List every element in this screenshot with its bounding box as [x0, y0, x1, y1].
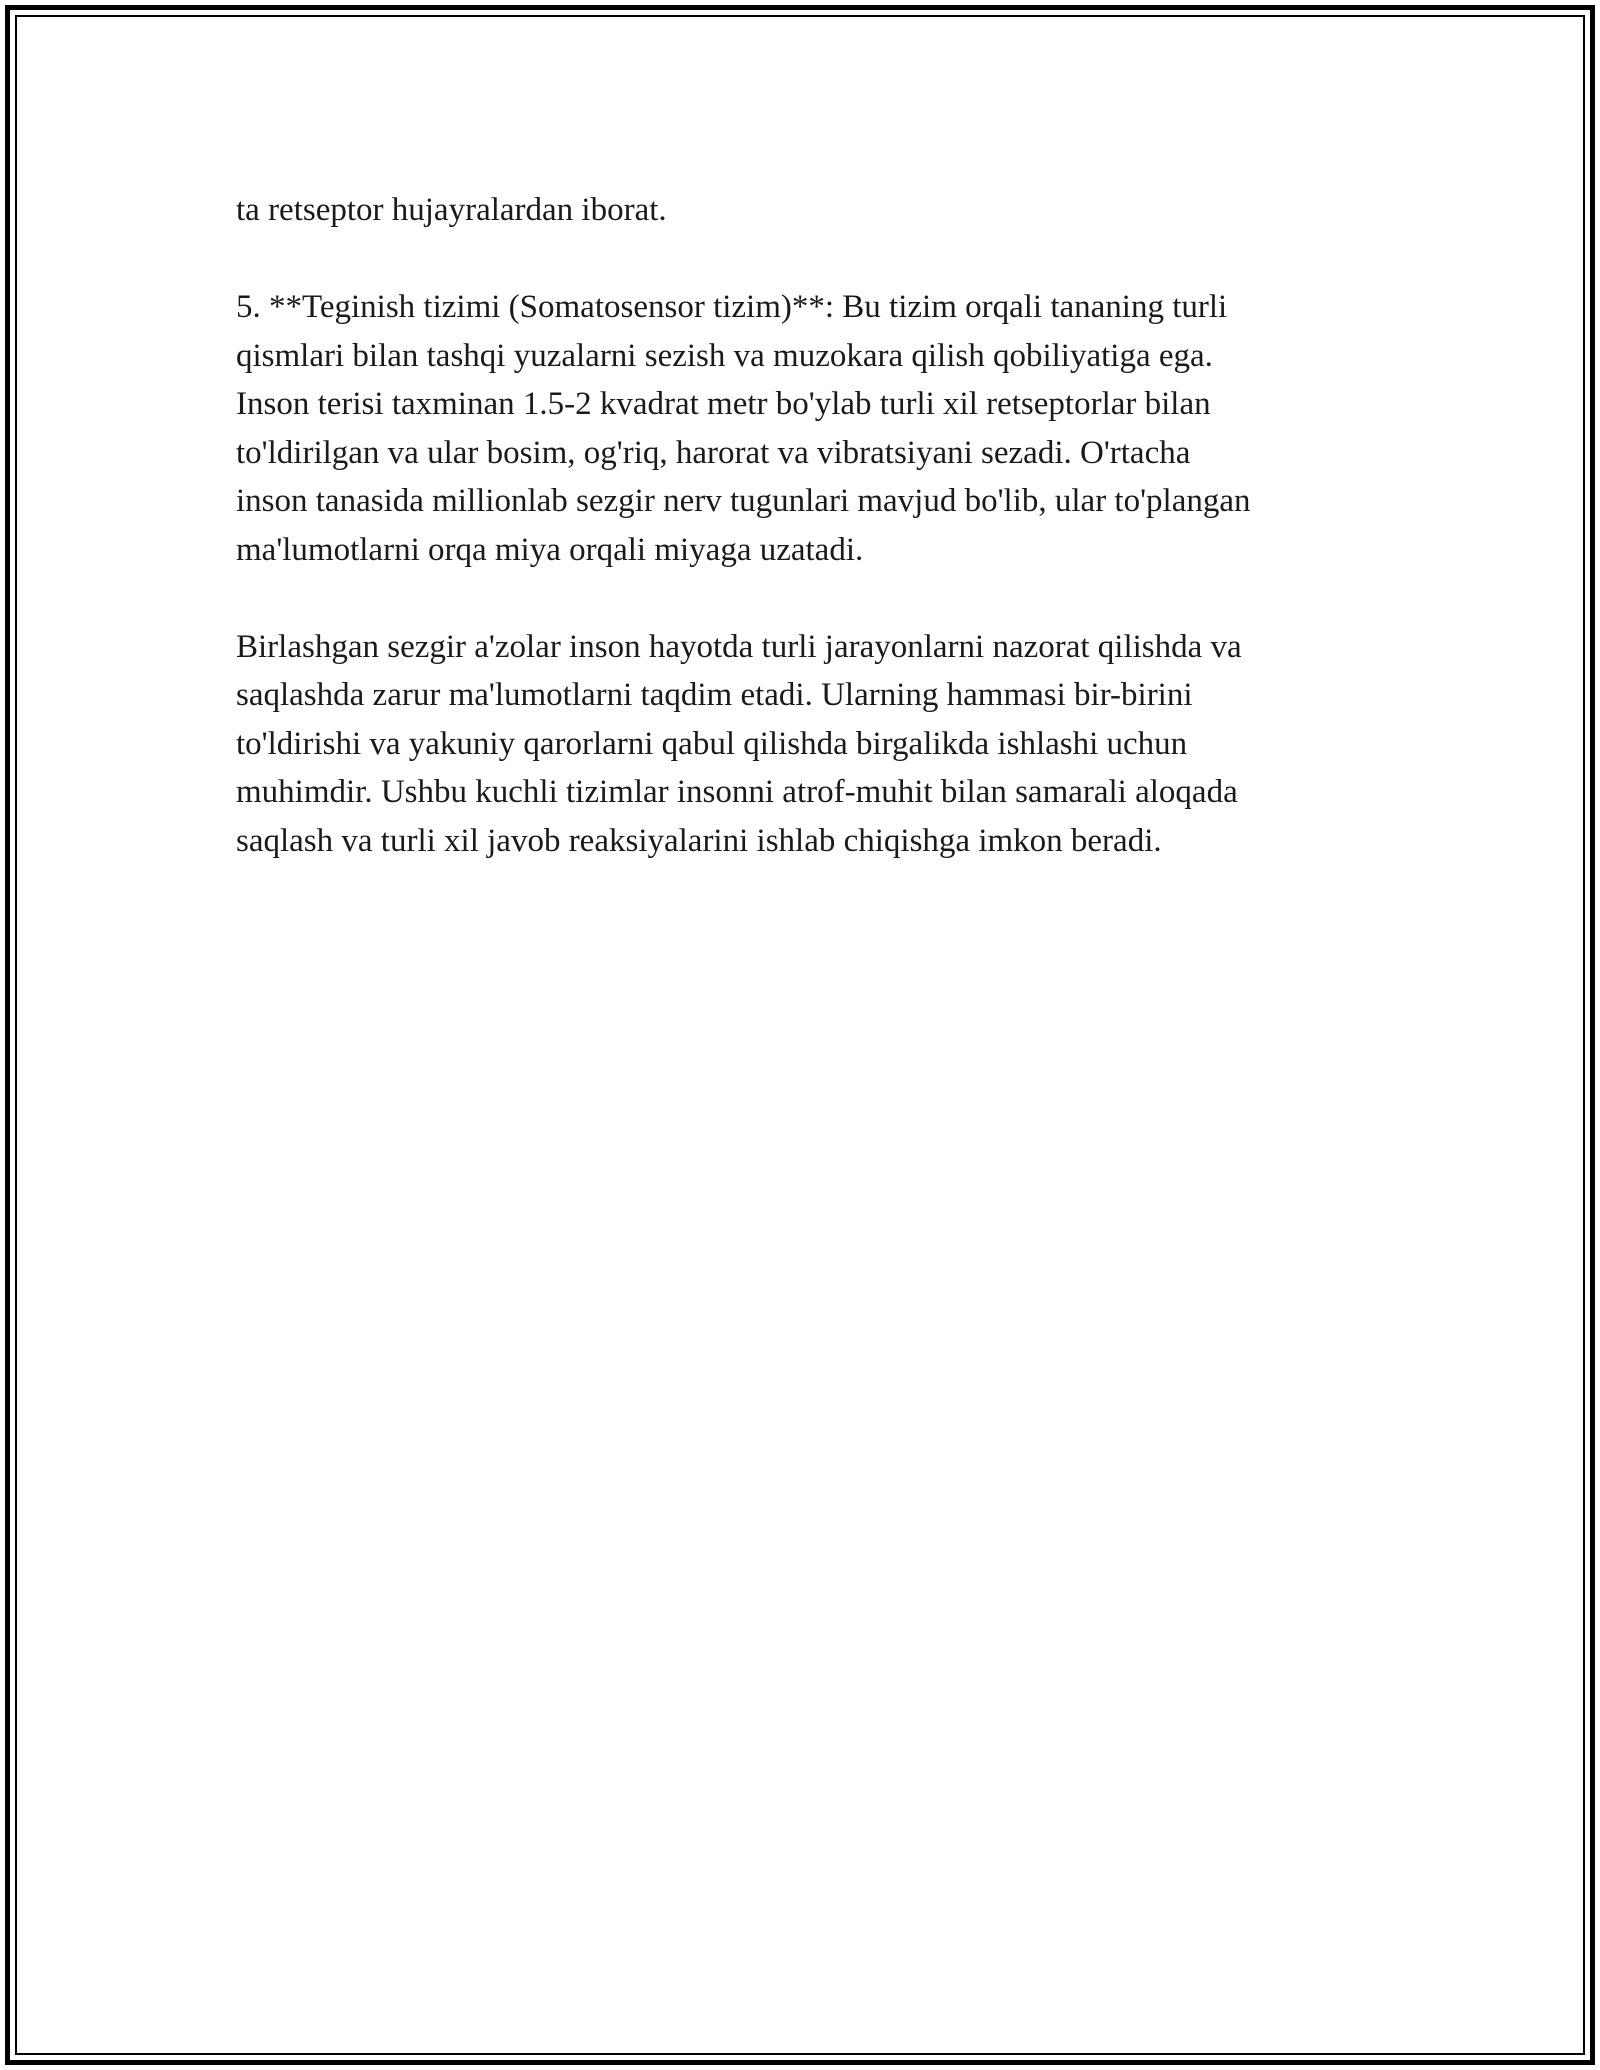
paragraph-continuation: ta retseptor hujayralardan iborat.	[236, 192, 667, 228]
document-body	[236, 186, 1396, 865]
paragraph-conclusion: Birlashgan sezgir a'zolar inson hayotda turli jarayonlarni nazorat qilishda va saqlashda zarur ma'lumotlarni taqdim etadi. Ularning hammasi bir-birini to'ldirishi va yakuniy qarorlarni qabul qilishda birgalikda ishlashi uchun muhimdir. Ushbu kuchli tizimlar insonni atrof-muhit bilan samarali aloqada saqlash va turli xil javob reaksiyalarini ishlab chiqishga imkon beradi.	[236, 628, 1242, 859]
paragraph-somatosensor-system: 5. **Teginish tizimi (Somatosensor tizim)**: Bu tizim orqali tananing turli qismlari bilan tashqi yuzalarni sezish va muzokara qilish qobiliyatiga ega. Inson terisi taxminan 1.5-2 kvadrat metr bo'ylab turli xil retseptorlar bilan to'ldirilgan va ular bosim, og'riq, harorat va vibratsiyani sezadi. O'rtacha inson tanasida millionlab sezgir nerv tugunlari mavjud bo'lib, ular to'plangan ma'lumotlarni orqa miya orqali miyaga uzatadi.	[236, 289, 1251, 568]
